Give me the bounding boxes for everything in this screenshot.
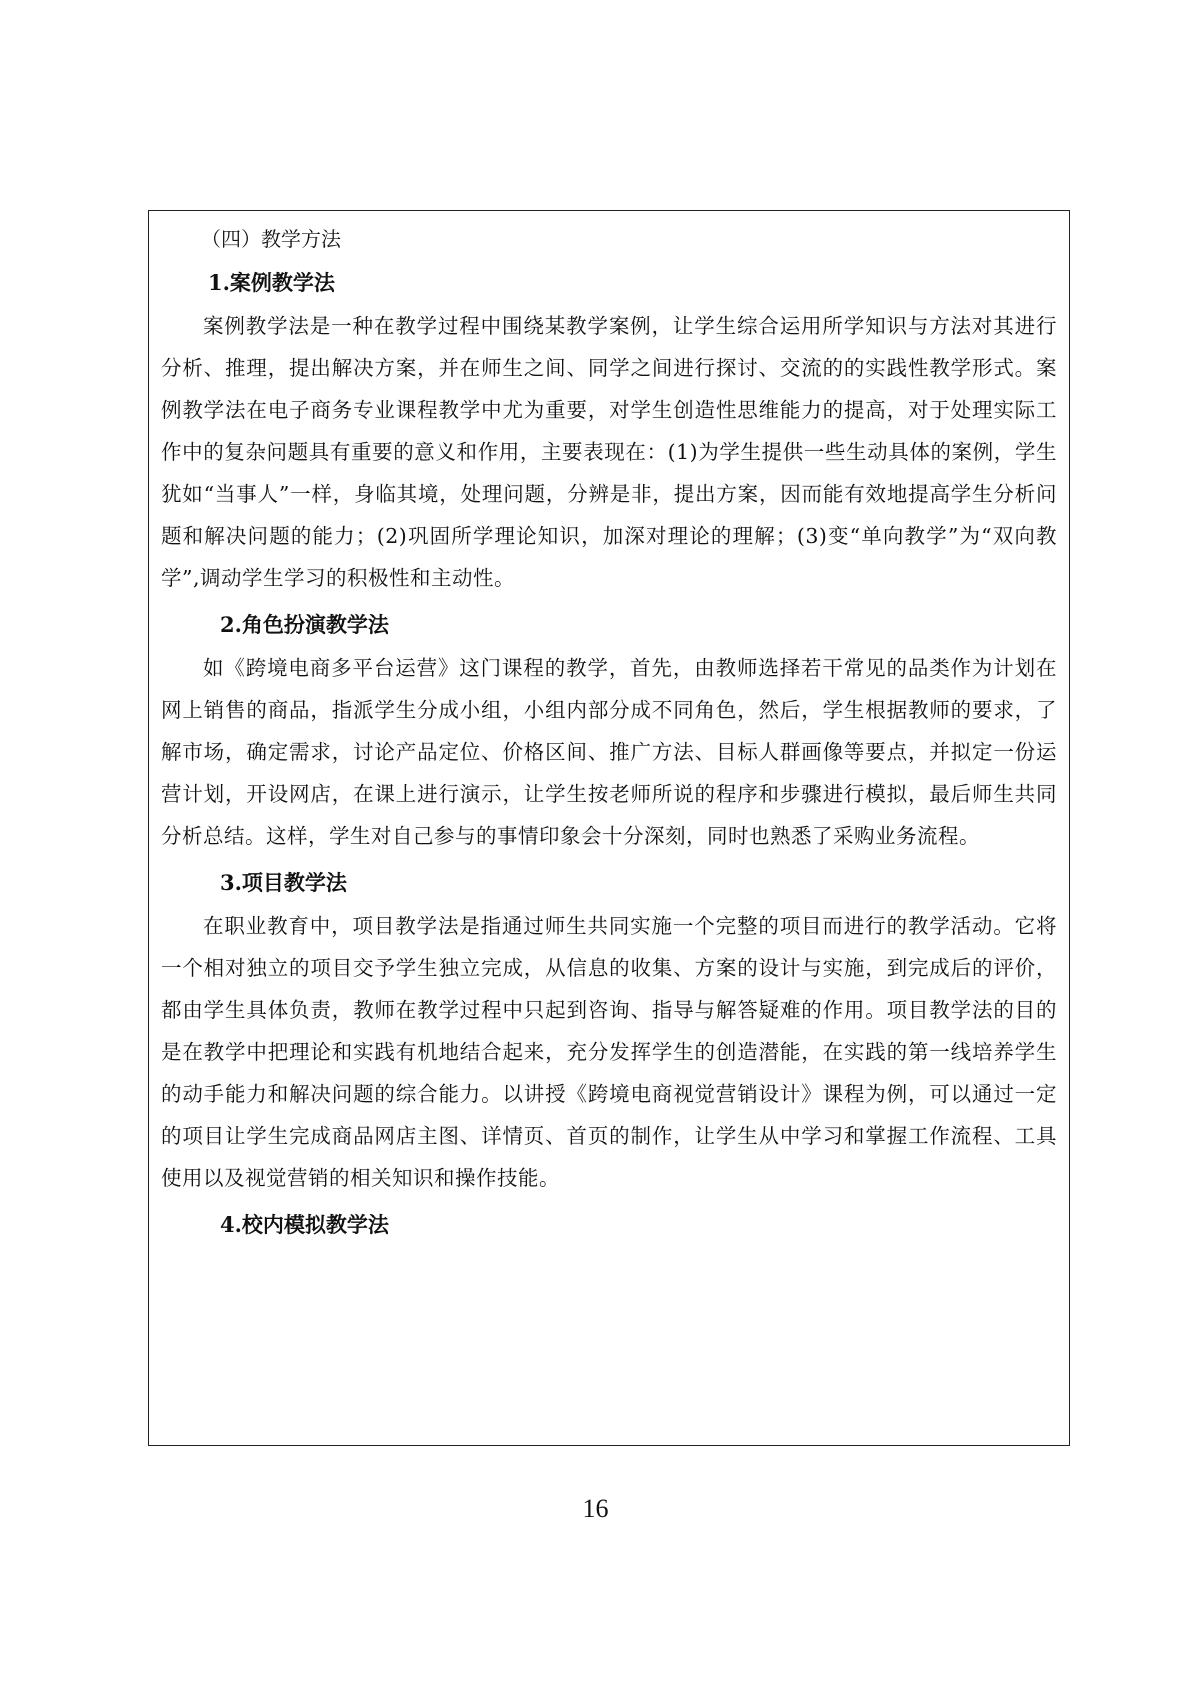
section-heading: （四）教学方法 bbox=[201, 227, 341, 251]
paragraph-project-teaching: 在职业教育中，项目教学法是指通过师生共同实施一个完整的项目而进行的教学活动。它将一个相对独立的项目交予学生独立完成，从信息的收集、方案的设计与实施，到完成后的评价，都由学生具体负责，教师在教学过程中只起到咨询、指导与解答疑难的作用。项目教学法的目的是在教学中把理论和实践有机地结合起来，充分发挥学生的创造潜能，在实践的第一线培养学生的动手能力和解决问题的综合能力。以讲授《跨境电商视觉营销设计》课程为例，可以通过一定的项目让学生完成商品网店主图、详情页、首页的制作，让学生从中学习和掌握工作流程、工具使用以及视觉营销的相关知识和操作技能。 bbox=[161, 914, 1057, 1190]
method-heading-campus-simulation: 4.校内模拟教学法 bbox=[220, 1212, 389, 1237]
content-box bbox=[148, 210, 1070, 1446]
paragraph-case-teaching: 案例教学法是一种在教学过程中围绕某教学案例，让学生综合运用所学知识与方法对其进行分析、推理，提出解决方案，并在师生之间、同学之间进行探讨、交流的的实践性教学形式。案例教学法在电子商务专业课程教学中尤为重要，对学生创造性思维能力的提高，对于处理实际工作中的复杂问题具有重要的意义和作用，主要表现在：(1)为学生提供一些生动具体的案例，学生犹如“当事人”一样，身临其境，处理问题，分辨是非，提出方案，因而能有效地提高学生分析问题和解决问题的能力；(2)巩固所学理论知识，加深对理论的理解；(3)变“单向教学”为“双向教学”,调动学生学习的积极性和主动性。 bbox=[161, 314, 1057, 590]
method-heading-project-teaching: 3.项目教学法 bbox=[220, 870, 347, 895]
paragraph-role-play: 如《跨境电商多平台运营》这门课程的教学，首先，由教师选择若干常见的品类作为计划在网上销售的商品，指派学生分成小组，小组内部分成不同角色，然后，学生根据教师的要求，了解市场，确定需求，讨论产品定位、价格区间、推广方法、目标人群画像等要点，并拟定一份运营计划，开设网店，在课上进行演示，让学生按老师所说的程序和步骤进行模拟，最后师生共同分析总结。这样，学生对自己参与的事情印象会十分深刻，同时也熟悉了采购业务流程。 bbox=[161, 656, 1057, 848]
page-number: 16 bbox=[582, 1494, 609, 1523]
method-heading-case-teaching: 1.案例教学法 bbox=[208, 270, 335, 295]
method-heading-role-play: 2.角色扮演教学法 bbox=[220, 612, 389, 637]
